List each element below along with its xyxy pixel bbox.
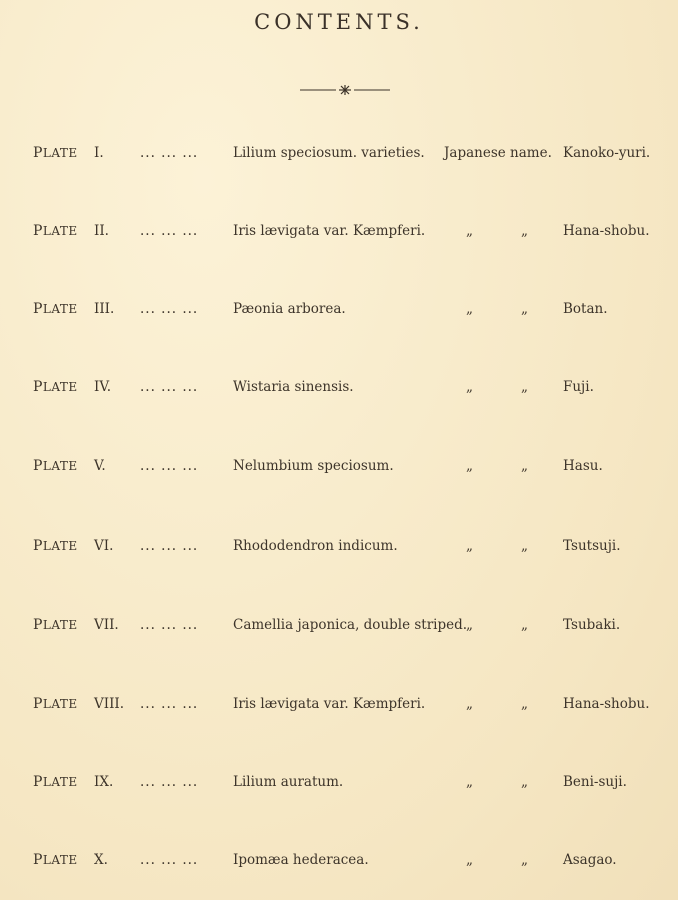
japanese-name: Botan. <box>563 301 608 317</box>
plate-word: PLATE <box>33 223 78 239</box>
plate-row <box>0 223 678 247</box>
leader-dots: ... ... ... <box>140 301 199 317</box>
japanese-name: Tsubaki. <box>563 617 621 633</box>
ditto-mark: „ <box>521 301 528 317</box>
latin-name: Pæonia arborea. <box>233 301 346 317</box>
ditto-mark: „ <box>521 852 528 868</box>
ditto-mark: „ <box>521 223 528 239</box>
latin-name: Ipomæa hederacea. <box>233 852 369 868</box>
leader-dots: ... ... ... <box>140 379 199 395</box>
japanese-name: Hasu. <box>563 458 603 474</box>
ditto-mark: „ <box>521 617 528 633</box>
plate-numeral: II. <box>94 223 109 239</box>
plate-word: PLATE <box>33 379 78 395</box>
japanese-name: Asagao. <box>563 852 617 868</box>
latin-name: Iris lævigata var. Kæmpferi. <box>233 696 426 712</box>
ditto-mark: „ <box>521 379 528 395</box>
plate-row <box>0 379 678 403</box>
plate-word: PLATE <box>33 774 78 790</box>
plate-numeral: IX. <box>94 774 114 790</box>
ditto-mark: „ <box>521 696 528 712</box>
plate-row <box>0 145 678 169</box>
leader-dots: ... ... ... <box>140 538 199 554</box>
ditto-mark: „ <box>466 301 473 317</box>
latin-name: Wistaria sinensis. <box>233 379 354 395</box>
plate-word: PLATE <box>33 301 78 317</box>
ditto-mark: „ <box>521 538 528 554</box>
ornament-divider-icon <box>300 82 390 98</box>
leader-dots: ... ... ... <box>140 852 199 868</box>
plate-numeral: VII. <box>94 617 119 633</box>
latin-name: Lilium speciosum. varieties. <box>233 145 425 161</box>
leader-dots: ... ... ... <box>140 223 199 239</box>
leader-dots: ... ... ... <box>140 458 199 474</box>
leader-dots: ... ... ... <box>140 696 199 712</box>
japanese-name: Beni-suji. <box>563 774 627 790</box>
plate-numeral: I. <box>94 145 104 161</box>
japanese-name: Hana-shobu. <box>563 223 650 239</box>
plate-numeral: X. <box>94 852 108 868</box>
plate-word: PLATE <box>33 696 78 712</box>
ditto-mark: „ <box>466 774 473 790</box>
plate-word: PLATE <box>33 145 78 161</box>
ditto-mark: „ <box>521 458 528 474</box>
latin-name: Camellia japonica, double striped. <box>233 617 468 633</box>
ditto-mark: „ <box>521 774 528 790</box>
ditto-mark: „ <box>466 458 473 474</box>
japanese-name: Fuji. <box>563 379 594 395</box>
plate-row <box>0 774 678 798</box>
plate-numeral: IV. <box>94 379 112 395</box>
ditto-mark: „ <box>466 696 473 712</box>
ditto-mark: „ <box>466 852 473 868</box>
latin-name: Nelumbium speciosum. <box>233 458 394 474</box>
plate-numeral: VI. <box>94 538 114 554</box>
plate-word: PLATE <box>33 538 78 554</box>
leader-dots: ... ... ... <box>140 617 199 633</box>
leader-dots: ... ... ... <box>140 774 199 790</box>
plate-row <box>0 852 678 876</box>
plate-row <box>0 538 678 562</box>
plate-word: PLATE <box>33 617 78 633</box>
plate-numeral: V. <box>94 458 106 474</box>
ditto-mark: „ <box>466 223 473 239</box>
japanese-name: Kanoko-yuri. <box>563 145 651 161</box>
plate-row <box>0 301 678 325</box>
plate-row <box>0 458 678 482</box>
japanese-name: Tsutsuji. <box>563 538 621 554</box>
latin-name: Lilium auratum. <box>233 774 344 790</box>
latin-name: Rhododendron indicum. <box>233 538 398 554</box>
plate-row <box>0 696 678 720</box>
plate-numeral: VIII. <box>94 696 125 712</box>
japanese-name-label: Japanese name. <box>444 145 552 161</box>
leader-dots: ... ... ... <box>140 145 199 161</box>
plate-numeral: III. <box>94 301 115 317</box>
plate-word: PLATE <box>33 458 78 474</box>
japanese-name: Hana-shobu. <box>563 696 650 712</box>
latin-name: Iris lævigata var. Kæmpferi. <box>233 223 426 239</box>
page-title: CONTENTS. <box>254 10 424 34</box>
ditto-mark: „ <box>466 617 473 633</box>
ditto-mark: „ <box>466 379 473 395</box>
plate-row <box>0 617 678 641</box>
plate-word: PLATE <box>33 852 78 868</box>
ditto-mark: „ <box>466 538 473 554</box>
